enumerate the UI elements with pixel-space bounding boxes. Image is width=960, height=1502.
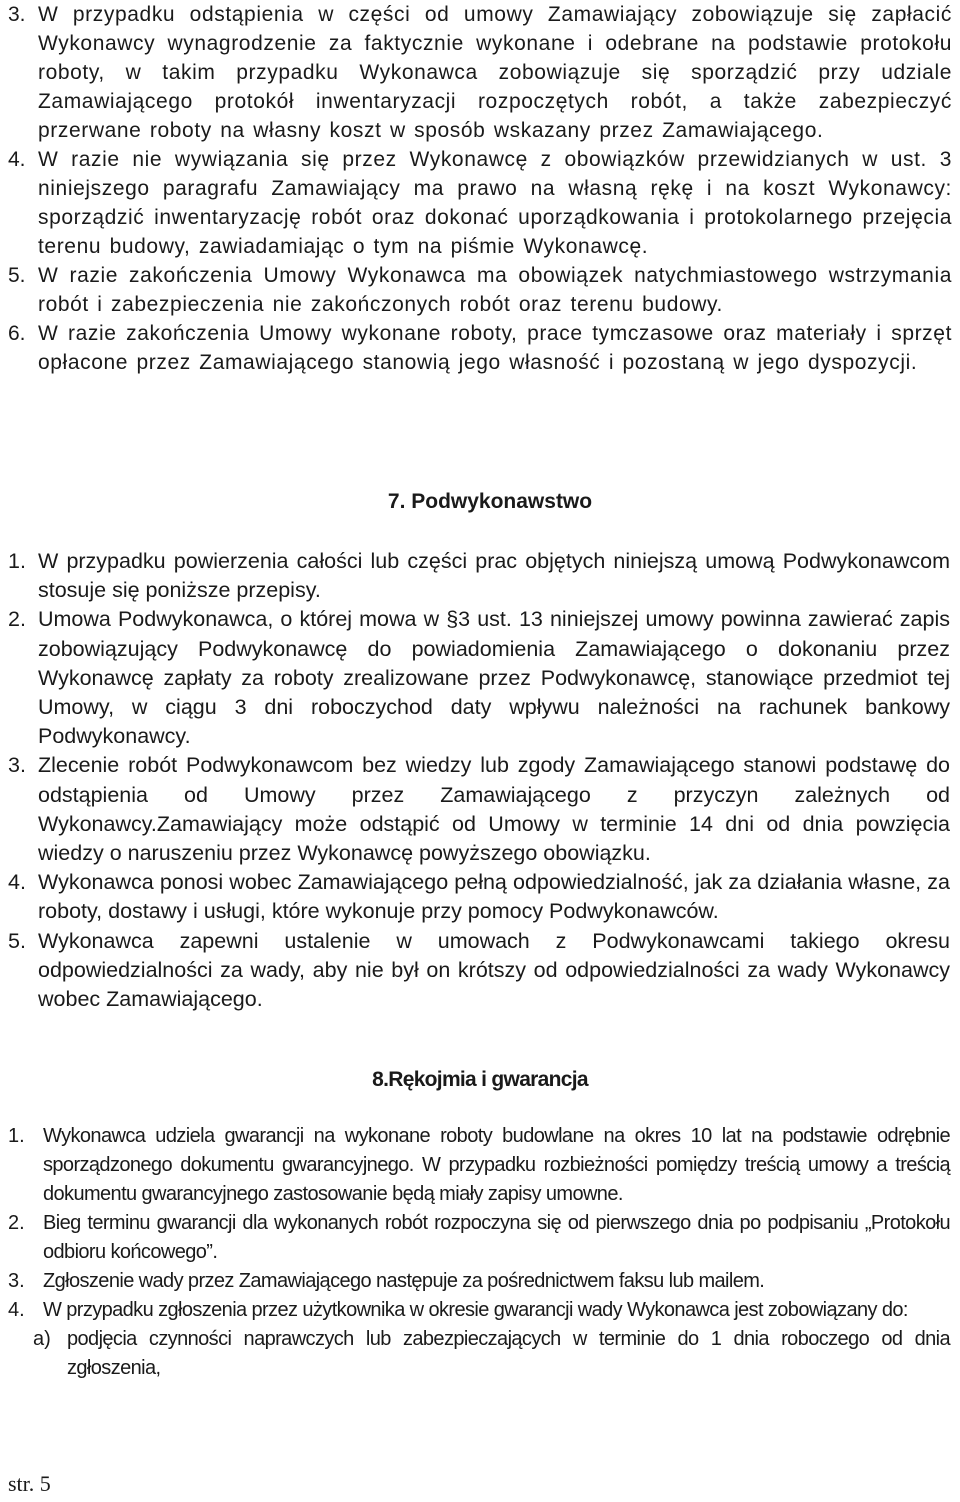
item-text: W przypadku odstąpienia w części od umowy Zamawiający zobowiązuje się zapłacić Wykonawcy wynagrodzenie za faktycznie wykonane i odebrane na podstawie protokołu roboty, w takim przypadku Wykonawca zobowiązuje się sporządzić przy udziale Zamawiającego protokół inwentaryzacji rozpoczętych robót, a także zabezpieczyć przerwane roboty na własny koszt w sposób wskazany przez Zamawiającego. bbox=[38, 3, 952, 142]
list-item bbox=[8, 0, 952, 145]
item-number: 2. bbox=[8, 1212, 25, 1234]
item-text: W przypadku powierzenia całości lub części prac objętych niniejszą umową Podwykonawcom stosuje się poniższe przepisy. bbox=[38, 549, 950, 603]
item-number: 5. bbox=[8, 928, 26, 953]
section-heading-subcontracting: 7. Podwykonawstwo bbox=[387, 490, 593, 513]
item-number: 1. bbox=[8, 1125, 25, 1147]
list-item bbox=[8, 1296, 950, 1325]
item-number: 3. bbox=[8, 1270, 25, 1292]
list-item bbox=[8, 261, 952, 319]
list-item bbox=[8, 1267, 950, 1296]
termination-clauses bbox=[8, 0, 952, 377]
list-item bbox=[8, 319, 952, 377]
sub-list-item bbox=[8, 1325, 950, 1383]
subcontracting-clauses bbox=[8, 547, 950, 1014]
item-text: W przypadku zgłoszenia przez użytkownika w okresie gwarancji wady Wykonawca jest zobowiązany do: bbox=[43, 1299, 908, 1321]
item-number: 4. bbox=[8, 870, 26, 895]
item-text: W razie nie wywiązania się przez Wykonawcę z obowiązków przewidzianych w ust. 3 niniejszego paragrafu Zamawiający ma prawo na własną rękę i na koszt Wykonawcy: sporządzić inwentaryzację robót oraz dokonać uporządkowania i protokolarnego przejęcia terenu budowy, zawiadamiając o tym na piśmie Wykonawcę. bbox=[38, 148, 952, 258]
item-text: Zlecenie robót Podwykonawcom bez wiedzy lub zgody Zamawiającego stanowi podstawę do odstąpienia od Umowy przez Zamawiającego z przyczyn zależnych od Wykonawcy.Zamawiający może odstąpić od Umowy w terminie 14 dni od dnia powzięcia wiedzy o naruszeniu przez Wykonawcę powyższego obowiązku. bbox=[38, 753, 950, 866]
item-number: 3. bbox=[8, 3, 26, 26]
list-item bbox=[8, 868, 950, 926]
item-number: 2. bbox=[8, 607, 26, 632]
page-number: str. 5 bbox=[8, 1471, 51, 1496]
item-number: 4. bbox=[8, 1299, 25, 1321]
item-number: 6. bbox=[8, 322, 26, 345]
list-item bbox=[8, 547, 950, 605]
item-text: W razie zakończenia Umowy Wykonawca ma obowiązek natychmiastowego wstrzymania robót i zabezpieczenia nie zakończonych robót oraz terenu budowy. bbox=[38, 264, 952, 316]
item-text: Umowa Podwykonawca, o której mowa w §3 ust. 13 niniejszej umowy powinna zawierać zapis zobowiązujący Podwykonawcę do powiadomienia Zamawiającego o dokonaniu przez Wykonawcę zapłaty za roboty zrealizowane przez Podwykonawcę, stanowiące przedmiot tej Umowy, w ciągu 3 dni roboczychod daty wpływu należności na rachunek bankowy Podwykonawcy. bbox=[38, 607, 950, 749]
list-item bbox=[8, 927, 950, 1015]
item-text: Bieg terminu gwarancji dla wykonanych robót rozpoczyna się od pierwszego dnia po podpisaniu „Protokołu odbioru końcowego”. bbox=[43, 1212, 950, 1263]
item-text: W razie zakończenia Umowy wykonane roboty, prace tymczasowe oraz materiały i sprzęt opłacone przez Zamawiającego stanowią jego własność i pozostaną w jego dyspozycji. bbox=[38, 322, 952, 374]
item-text: Wykonawca ponosi wobec Zamawiającego pełną odpowiedzialność, jak za działania własne, za roboty, dostawy i usługi, które wykonuje przy pomocy Podwykonawców. bbox=[38, 870, 950, 924]
item-number: 4. bbox=[8, 148, 26, 171]
list-item bbox=[8, 751, 950, 868]
list-item bbox=[8, 605, 950, 751]
item-text: podjęcia czynności naprawczych lub zabezpieczających w terminie do 1 dnia roboczego od dnia zgłoszenia, bbox=[67, 1328, 950, 1379]
item-text: Zgłoszenie wady przez Zamawiającego następuje za pośrednictwem faksu lub mailem. bbox=[43, 1270, 765, 1292]
list-item bbox=[8, 145, 952, 261]
item-letter: a) bbox=[33, 1328, 51, 1350]
item-number: 5. bbox=[8, 264, 26, 287]
list-item bbox=[8, 1209, 950, 1267]
item-number: 3. bbox=[8, 753, 26, 778]
warranty-clauses bbox=[8, 1122, 950, 1383]
item-text: Wykonawca udziela gwarancji na wykonane roboty budowlane na okres 10 lat na podstawie odrębnie sporządzonego dokumentu gwarancyjnego. W przypadku rozbieżności pomiędzy treścią umowy a treścią dokumentu gwarancyjnego zastosowanie będą miały zapisy umowne. bbox=[43, 1125, 950, 1205]
item-text: Wykonawca zapewni ustalenie w umowach z Podwykonawcami takiego okresu odpowiedzialności za wady, aby nie był on krótszy od odpowiedzialności za wady Wykonawcy wobec Zamawiającego. bbox=[38, 928, 950, 1012]
item-number: 1. bbox=[8, 549, 26, 573]
list-item bbox=[8, 1122, 950, 1209]
section-heading-warranty: 8.Rękojmia i gwarancja bbox=[372, 1068, 588, 1091]
